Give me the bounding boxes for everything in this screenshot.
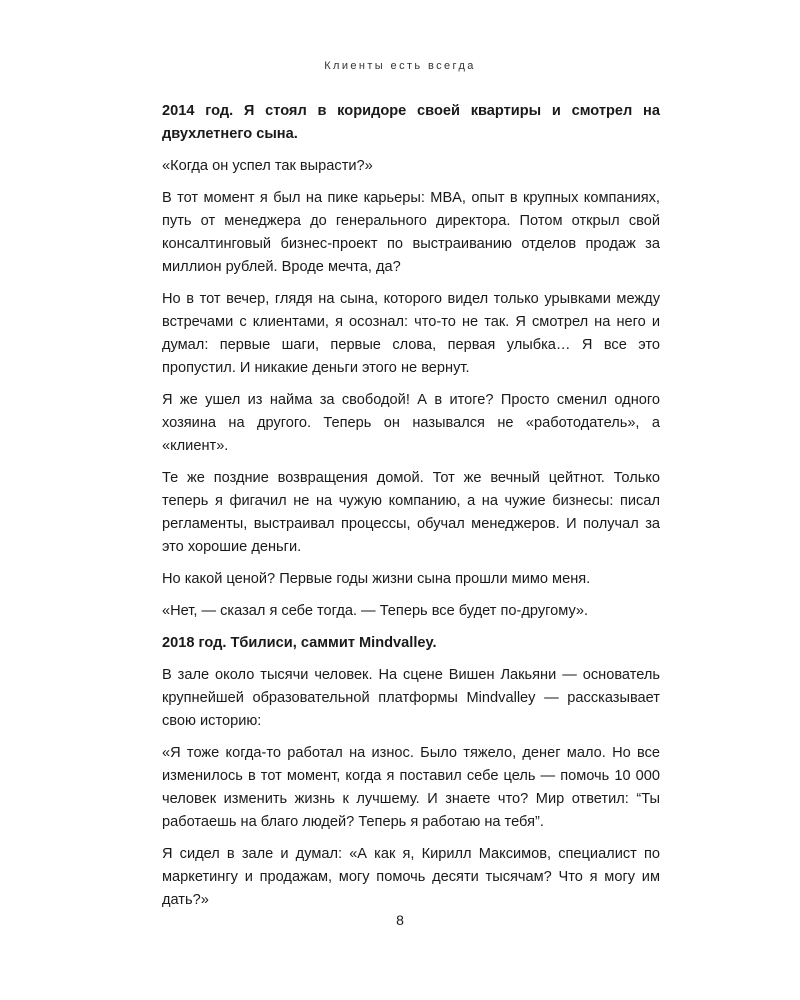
section-heading-2018: 2018 год. Тбилиси, саммит Mindvalley.: [162, 635, 437, 651]
paragraph: «Когда он успел так вырасти?»: [162, 158, 373, 174]
page-body: [162, 100, 660, 921]
paragraph: Но какой ценой? Первые годы жизни сына прошли мимо меня.: [162, 571, 591, 587]
paragraph: Я сидел в зале и думал: «А как я, Кирилл Максимов, специалист по маркетингу и продажам, могу помочь десяти тысячам? Что я могу им дать?»: [162, 846, 660, 908]
paragraph: Те же поздние возвращения домой. Тот же вечный цейтнот. Только теперь я фигачил не на чужую компанию, а на чужие бизнесы: писал регламенты, выстраивал процессы, обучал менеджеров. И получал за это хорошие деньги.: [162, 470, 660, 555]
paragraph: Но в тот вечер, глядя на сына, которого видел только урывками между встречами с клиентами, я осознал: что-то не так. Я смотрел на него и думал: первые шаги, первые слова, первая улыбка… Я все это пропустил. И никакие деньги этого не вернут.: [162, 291, 660, 376]
paragraph: Я же ушел из найма за свободой! А в итоге? Просто сменил одного хозяина на другого. Теперь он назывался не «работодатель», а «клиент».: [162, 392, 660, 454]
quote-paragraph: «Я тоже когда-то работал на износ. Было тяжело, денег мало. Но все изменилось в тот момент, когда я поставил себе цель — помочь 10 000 человек изменить жизнь к лучшему. И знаете что? Мир ответил: “Ты работаешь на благо людей? Теперь я работаю на тебя”.: [162, 745, 660, 830]
page-number: 8: [396, 912, 404, 928]
running-header: Клиенты есть всегда: [324, 60, 476, 72]
paragraph: «Нет, — сказал я себе тогда. — Теперь все будет по-другому».: [162, 603, 589, 619]
section-heading-2014: 2014 год. Я стоял в коридоре своей квартиры и смотрел на двухлетнего сына.: [162, 103, 660, 142]
paragraph: В зале около тысячи человек. На сцене Вишен Лакьяни — основатель крупнейшей образовательной платформы Mindvalley — рассказывает свою историю:: [162, 667, 660, 729]
paragraph: В тот момент я был на пике карьеры: MBA, опыт в крупных компаниях, путь от менеджера до генерального директора. Потом открыл свой консалтинговый бизнес-проект по выстраиванию отделов продаж за миллион рублей. Вроде мечта, да?: [162, 190, 660, 275]
